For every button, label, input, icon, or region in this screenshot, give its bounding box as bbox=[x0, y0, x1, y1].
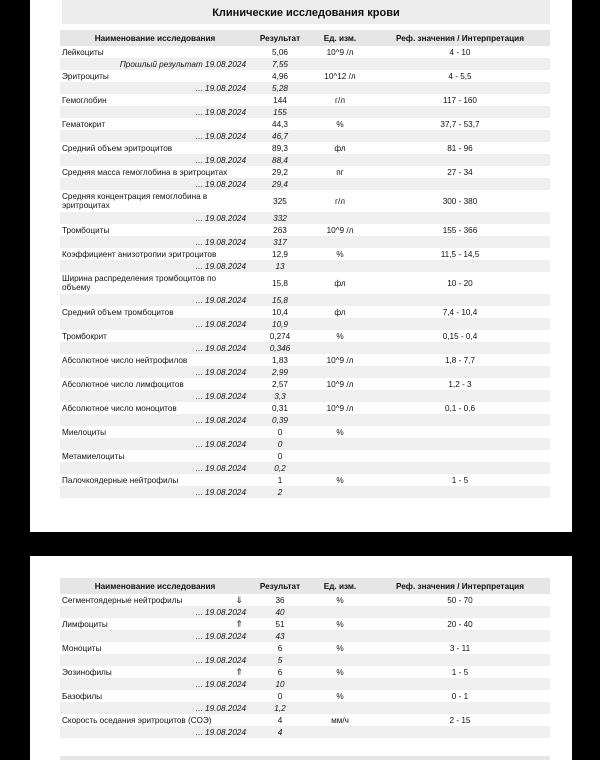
previous-result-value: 0 bbox=[250, 438, 310, 450]
reference-value: 1,2 - 3 bbox=[448, 379, 472, 389]
previous-result-value: 43 bbox=[250, 630, 310, 642]
empty-cell bbox=[310, 726, 370, 738]
table-row bbox=[60, 666, 550, 678]
unit-value: % bbox=[336, 595, 344, 605]
unit-value: 10^9 /л bbox=[326, 225, 354, 235]
test-name: Ширина распределения тромбоцитов по объему bbox=[62, 274, 217, 292]
previous-result-row bbox=[60, 678, 550, 690]
previous-result-row bbox=[60, 726, 550, 738]
reference-value bbox=[370, 426, 550, 438]
test-name: Средний объем тромбоцитов bbox=[62, 307, 174, 317]
table-row bbox=[60, 594, 550, 606]
flag-cell bbox=[228, 378, 250, 390]
previous-result-label: ... 19.08.2024 bbox=[60, 678, 250, 690]
flag-cell bbox=[228, 118, 250, 130]
reference-value: 1,8 - 7,7 bbox=[444, 355, 476, 365]
unit-value: % bbox=[336, 331, 344, 341]
empty-cell bbox=[370, 82, 550, 94]
previous-result-value: 10 bbox=[250, 678, 310, 690]
empty-cell bbox=[310, 414, 370, 426]
empty-cell bbox=[370, 106, 550, 118]
table-row bbox=[60, 142, 550, 154]
empty-cell bbox=[370, 236, 550, 248]
reference-value: 2 - 15 bbox=[449, 715, 471, 725]
test-name: Миелоциты bbox=[62, 427, 106, 437]
previous-result-row bbox=[60, 342, 550, 354]
previous-result-label: ... 19.08.2024 bbox=[60, 236, 250, 248]
table-row bbox=[60, 426, 550, 438]
flag-cell bbox=[228, 402, 250, 414]
previous-result-row bbox=[60, 390, 550, 402]
empty-cell bbox=[370, 414, 550, 426]
previous-result-row bbox=[60, 294, 550, 306]
empty-cell bbox=[310, 390, 370, 402]
table-row bbox=[60, 190, 550, 212]
empty-cell bbox=[310, 236, 370, 248]
flag-cell bbox=[228, 474, 250, 486]
unit-value: мм/ч bbox=[331, 715, 349, 725]
flag-cell bbox=[228, 142, 250, 154]
previous-result-value: 29,4 bbox=[250, 178, 310, 190]
empty-cell bbox=[310, 606, 370, 618]
table-row bbox=[60, 378, 550, 390]
reference-value: 300 - 380 bbox=[442, 196, 478, 206]
previous-result-label: ... 19.08.2024 bbox=[60, 130, 250, 142]
result-value: 29,2 bbox=[272, 167, 288, 177]
previous-result-label: ... 19.08.2024 bbox=[60, 212, 250, 224]
table-row bbox=[60, 450, 550, 462]
previous-result-value: 317 bbox=[250, 236, 310, 248]
result-value: 4 bbox=[277, 715, 283, 725]
unit-value: % bbox=[336, 249, 344, 259]
previous-result-row bbox=[60, 702, 550, 714]
flag-cell bbox=[228, 166, 250, 178]
table-row bbox=[60, 70, 550, 82]
test-name: Базофилы bbox=[62, 691, 103, 701]
table-row bbox=[60, 330, 550, 342]
flag-cell bbox=[228, 46, 250, 58]
flag-cell bbox=[228, 354, 250, 366]
arrow-down-icon: ⇓ bbox=[235, 594, 243, 605]
result-value: 263 bbox=[273, 225, 287, 235]
table-row bbox=[60, 306, 550, 318]
test-name: Тромбокрит bbox=[62, 331, 107, 341]
unit-value: пг bbox=[336, 167, 344, 177]
previous-result-label: ... 19.08.2024 bbox=[60, 438, 250, 450]
empty-cell bbox=[370, 154, 550, 166]
unit-value: 10^9 /л bbox=[326, 47, 354, 57]
empty-cell bbox=[310, 58, 370, 70]
test-name: Метамиелоциты bbox=[62, 451, 125, 461]
header-result: Результат bbox=[250, 578, 310, 594]
previous-result-label: ... 19.08.2024 bbox=[60, 630, 250, 642]
empty-cell bbox=[370, 726, 550, 738]
unit-value: % bbox=[336, 691, 344, 701]
test-name: Абсолютное число нейтрофилов bbox=[62, 355, 188, 365]
previous-result-value: 5 bbox=[250, 654, 310, 666]
empty-cell bbox=[310, 212, 370, 224]
previous-result-row bbox=[60, 58, 550, 70]
table-row bbox=[60, 474, 550, 486]
previous-result-row bbox=[60, 438, 550, 450]
empty-cell bbox=[370, 654, 550, 666]
result-value: 36 bbox=[275, 595, 285, 605]
test-name: Абсолютное число лимфоцитов bbox=[62, 379, 184, 389]
table-row bbox=[60, 94, 550, 106]
previous-result-label: ... 19.08.2024 bbox=[60, 342, 250, 354]
reference-value: 27 - 34 bbox=[447, 167, 473, 177]
previous-result-label: ... 19.08.2024 bbox=[60, 726, 250, 738]
previous-result-value: 7,55 bbox=[250, 58, 310, 70]
previous-result-label: ... 19.08.2024 bbox=[60, 486, 250, 498]
result-value: 5,06 bbox=[272, 47, 288, 57]
result-value: 0 bbox=[277, 427, 283, 437]
flag-cell bbox=[228, 306, 250, 318]
unit-value: фл bbox=[334, 278, 346, 288]
test-name: Сегментоядерные нейтрофилы bbox=[62, 595, 183, 605]
test-name: Гемоглобин bbox=[62, 95, 107, 105]
table-header bbox=[60, 578, 550, 594]
flag-cell bbox=[228, 248, 250, 260]
empty-cell bbox=[370, 294, 550, 306]
table-row bbox=[60, 166, 550, 178]
previous-result-value: 40 bbox=[250, 606, 310, 618]
previous-result-label: ... 19.08.2024 bbox=[60, 390, 250, 402]
test-name: Скорость оседания эритроцитов (СОЭ) bbox=[62, 715, 212, 725]
report-page-2 bbox=[30, 556, 572, 760]
unit-value: г/л bbox=[334, 95, 346, 105]
previous-result-row bbox=[60, 606, 550, 618]
report-page-1 bbox=[30, 0, 572, 532]
flag-cell bbox=[228, 642, 250, 654]
empty-cell bbox=[370, 462, 550, 474]
next-header-strip bbox=[60, 756, 550, 760]
table-row bbox=[60, 690, 550, 702]
result-value: 44,3 bbox=[272, 119, 288, 129]
previous-result-label: ... 19.08.2024 bbox=[60, 294, 250, 306]
empty-cell bbox=[310, 130, 370, 142]
unit-value: % bbox=[336, 619, 344, 629]
previous-result-value: 0,2 bbox=[250, 462, 310, 474]
empty-cell bbox=[310, 438, 370, 450]
previous-result-label: ... 19.08.2024 bbox=[60, 154, 250, 166]
reference-value: 7,4 - 10,4 bbox=[442, 307, 478, 317]
table-row bbox=[60, 354, 550, 366]
reference-value: 117 - 160 bbox=[443, 95, 477, 105]
flag-cell bbox=[228, 94, 250, 106]
reference-value: 4 - 5,5 bbox=[448, 71, 472, 81]
flag-cell bbox=[228, 70, 250, 82]
previous-result-label: ... 19.08.2024 bbox=[60, 366, 250, 378]
previous-result-label: ... 19.08.2024 bbox=[60, 106, 250, 118]
table-row bbox=[60, 618, 550, 630]
reference-value: 155 - 366 bbox=[442, 225, 478, 235]
test-name: Эозинофилы bbox=[62, 667, 112, 677]
table-row bbox=[60, 118, 550, 130]
unit-value: % bbox=[336, 643, 344, 653]
test-name: Лейкоциты bbox=[62, 47, 104, 57]
previous-result-label: ... 19.08.2024 bbox=[60, 178, 250, 190]
previous-result-value: 0,39 bbox=[250, 414, 310, 426]
empty-cell bbox=[310, 106, 370, 118]
empty-cell bbox=[310, 260, 370, 272]
result-value: 2,57 bbox=[272, 379, 288, 389]
table-header bbox=[60, 30, 550, 46]
empty-cell bbox=[310, 294, 370, 306]
previous-result-value: 5,28 bbox=[250, 82, 310, 94]
test-name: Гематокрит bbox=[62, 119, 106, 129]
result-value: 325 bbox=[273, 196, 287, 206]
previous-result-row bbox=[60, 106, 550, 118]
previous-result-row bbox=[60, 82, 550, 94]
header-unit: Ед. изм. bbox=[310, 578, 370, 594]
unit-value: % bbox=[336, 119, 344, 129]
previous-result-value: 0,346 bbox=[250, 342, 310, 354]
result-value: 6 bbox=[277, 667, 283, 677]
table-row bbox=[60, 46, 550, 58]
result-value: 0,274 bbox=[269, 331, 291, 341]
unit-value: фл bbox=[334, 143, 346, 153]
test-name: Палочкоядерные нейтрофилы bbox=[62, 475, 179, 485]
table-row bbox=[60, 248, 550, 260]
empty-cell bbox=[310, 654, 370, 666]
reference-value: 0,1 - 0,6 bbox=[444, 403, 476, 413]
empty-cell bbox=[310, 178, 370, 190]
header-unit: Ед. изм. bbox=[310, 30, 370, 46]
results-table-2 bbox=[60, 578, 550, 738]
test-name: Коэффициент анизотропии эритроцитов bbox=[62, 249, 217, 259]
flag-cell bbox=[228, 272, 250, 294]
result-value: 89,3 bbox=[272, 143, 288, 153]
result-value: 15,8 bbox=[272, 278, 288, 288]
previous-result-row bbox=[60, 260, 550, 272]
empty-cell bbox=[370, 606, 550, 618]
empty-cell bbox=[370, 212, 550, 224]
previous-result-value: 1,2 bbox=[250, 702, 310, 714]
result-value: 51 bbox=[275, 619, 285, 629]
empty-cell bbox=[310, 318, 370, 330]
header-result: Результат bbox=[250, 30, 310, 46]
empty-cell bbox=[310, 82, 370, 94]
test-name: Абсолютное число моноцитов bbox=[62, 403, 177, 413]
empty-cell bbox=[370, 702, 550, 714]
previous-result-label: ... 19.08.2024 bbox=[60, 82, 250, 94]
test-name: Моноциты bbox=[62, 643, 102, 653]
reference-value: 50 - 70 bbox=[447, 595, 473, 605]
previous-result-label: ... 19.08.2024 bbox=[60, 654, 250, 666]
empty-cell bbox=[370, 390, 550, 402]
previous-result-row bbox=[60, 630, 550, 642]
empty-cell bbox=[310, 702, 370, 714]
previous-result-row bbox=[60, 178, 550, 190]
empty-cell bbox=[310, 154, 370, 166]
previous-result-value: 10,9 bbox=[250, 318, 310, 330]
empty-cell bbox=[370, 486, 550, 498]
empty-cell bbox=[310, 366, 370, 378]
unit-value: фл bbox=[334, 307, 346, 317]
flag-cell bbox=[228, 330, 250, 342]
reference-value: 1 - 5 bbox=[451, 667, 469, 677]
result-value: 6 bbox=[277, 643, 283, 653]
arrow-up-icon: ⇑ bbox=[235, 618, 243, 629]
empty-cell bbox=[310, 630, 370, 642]
results-table-1 bbox=[60, 30, 550, 498]
empty-cell bbox=[370, 630, 550, 642]
reference-value: 81 - 96 bbox=[447, 143, 473, 153]
test-name: Средняя концентрация гемоглобина в эритроцитах bbox=[62, 192, 208, 210]
empty-cell bbox=[370, 318, 550, 330]
flag-cell bbox=[228, 450, 250, 462]
previous-result-row bbox=[60, 462, 550, 474]
test-name: Средний объем эритроцитов bbox=[62, 143, 173, 153]
result-value: 0,31 bbox=[272, 403, 288, 413]
reference-value: 37,7 - 53,7 bbox=[440, 119, 480, 129]
empty-cell bbox=[370, 342, 550, 354]
empty-cell bbox=[310, 462, 370, 474]
previous-result-value: 13 bbox=[250, 260, 310, 272]
empty-cell bbox=[310, 342, 370, 354]
result-value: 12,9 bbox=[272, 249, 288, 259]
header-test-name: Наименование исследования bbox=[60, 30, 250, 46]
test-name: Эритроциты bbox=[62, 71, 109, 81]
previous-result-label: ... 19.08.2024 bbox=[60, 462, 250, 474]
previous-result-label: ... 19.08.2024 bbox=[60, 702, 250, 714]
flag-cell bbox=[228, 714, 250, 726]
previous-result-row bbox=[60, 654, 550, 666]
empty-cell bbox=[370, 438, 550, 450]
reference-value: 10 - 20 bbox=[447, 278, 473, 288]
result-value: 1 bbox=[277, 475, 283, 485]
table-row bbox=[60, 642, 550, 654]
table-row bbox=[60, 402, 550, 414]
header-reference: Реф. значения / Интерпретация bbox=[370, 578, 550, 594]
previous-result-value: 2 bbox=[250, 486, 310, 498]
empty-cell bbox=[370, 178, 550, 190]
test-name: Тромбоциты bbox=[62, 225, 110, 235]
flag-cell bbox=[228, 426, 250, 438]
test-name: Средняя масса гемоглобина в эритроцитах bbox=[62, 167, 228, 177]
table-row bbox=[60, 714, 550, 726]
unit-value: 10^9 /л bbox=[326, 379, 354, 389]
previous-result-label: ... 19.08.2024 bbox=[60, 606, 250, 618]
empty-cell bbox=[310, 486, 370, 498]
previous-result-label: ... 19.08.2024 bbox=[60, 260, 250, 272]
empty-cell bbox=[370, 260, 550, 272]
reference-value: 3 - 11 bbox=[449, 643, 471, 653]
unit-value: % bbox=[336, 427, 344, 437]
header-reference: Реф. значения / Интерпретация bbox=[370, 30, 550, 46]
reference-value: 0 - 1 bbox=[451, 691, 469, 701]
flag-cell bbox=[228, 190, 250, 212]
empty-cell bbox=[310, 678, 370, 690]
previous-result-value: 3,3 bbox=[250, 390, 310, 402]
empty-cell bbox=[370, 678, 550, 690]
arrow-up-icon: ⇑ bbox=[235, 666, 243, 677]
previous-result-row bbox=[60, 486, 550, 498]
unit-value: % bbox=[336, 475, 344, 485]
reference-value: 20 - 40 bbox=[447, 619, 473, 629]
unit-value: 10^9 /л bbox=[326, 355, 354, 365]
previous-result-value: 15,8 bbox=[250, 294, 310, 306]
previous-result-value: 88,4 bbox=[250, 154, 310, 166]
table-row bbox=[60, 224, 550, 236]
previous-result-row bbox=[60, 318, 550, 330]
empty-cell bbox=[370, 130, 550, 142]
result-value: 10,4 bbox=[272, 307, 288, 317]
unit-value: 10^12 /л bbox=[324, 71, 356, 81]
previous-result-value: 2,99 bbox=[250, 366, 310, 378]
previous-result-value: 46,7 bbox=[250, 130, 310, 142]
previous-result-label: Прошлый результат 19.08.2024 bbox=[60, 58, 250, 70]
header-test-name: Наименование исследования bbox=[60, 578, 250, 594]
unit-value bbox=[310, 450, 370, 462]
result-value: 4,96 bbox=[272, 71, 288, 81]
previous-result-row bbox=[60, 154, 550, 166]
result-value: 1,83 bbox=[272, 355, 288, 365]
previous-result-value: 155 bbox=[250, 106, 310, 118]
empty-cell bbox=[370, 366, 550, 378]
reference-value: 4 - 10 bbox=[449, 47, 471, 57]
previous-result-row bbox=[60, 236, 550, 248]
table-row bbox=[60, 272, 550, 294]
result-value: 0 bbox=[277, 451, 283, 461]
unit-value: % bbox=[336, 667, 344, 677]
unit-value: г/л bbox=[334, 196, 346, 206]
flag-cell bbox=[228, 224, 250, 236]
reference-value: 1 - 5 bbox=[451, 475, 469, 485]
reference-value: 11,5 - 14,5 bbox=[440, 249, 480, 259]
result-value: 144 bbox=[273, 95, 287, 105]
result-value: 0 bbox=[277, 691, 283, 701]
reference-value bbox=[370, 450, 550, 462]
empty-cell bbox=[370, 58, 550, 70]
flag-cell bbox=[228, 690, 250, 702]
previous-result-row bbox=[60, 366, 550, 378]
previous-result-value: 4 bbox=[250, 726, 310, 738]
previous-result-label: ... 19.08.2024 bbox=[60, 414, 250, 426]
previous-result-row bbox=[60, 212, 550, 224]
previous-result-row bbox=[60, 130, 550, 142]
previous-result-label: ... 19.08.2024 bbox=[60, 318, 250, 330]
previous-result-row bbox=[60, 414, 550, 426]
reference-value: 0,15 - 0,4 bbox=[442, 331, 478, 341]
report-title: Клинические исследования крови bbox=[62, 0, 550, 24]
previous-result-value: 332 bbox=[250, 212, 310, 224]
unit-value: 10^9 /л bbox=[326, 403, 354, 413]
test-name: Лимфоциты bbox=[62, 619, 108, 629]
